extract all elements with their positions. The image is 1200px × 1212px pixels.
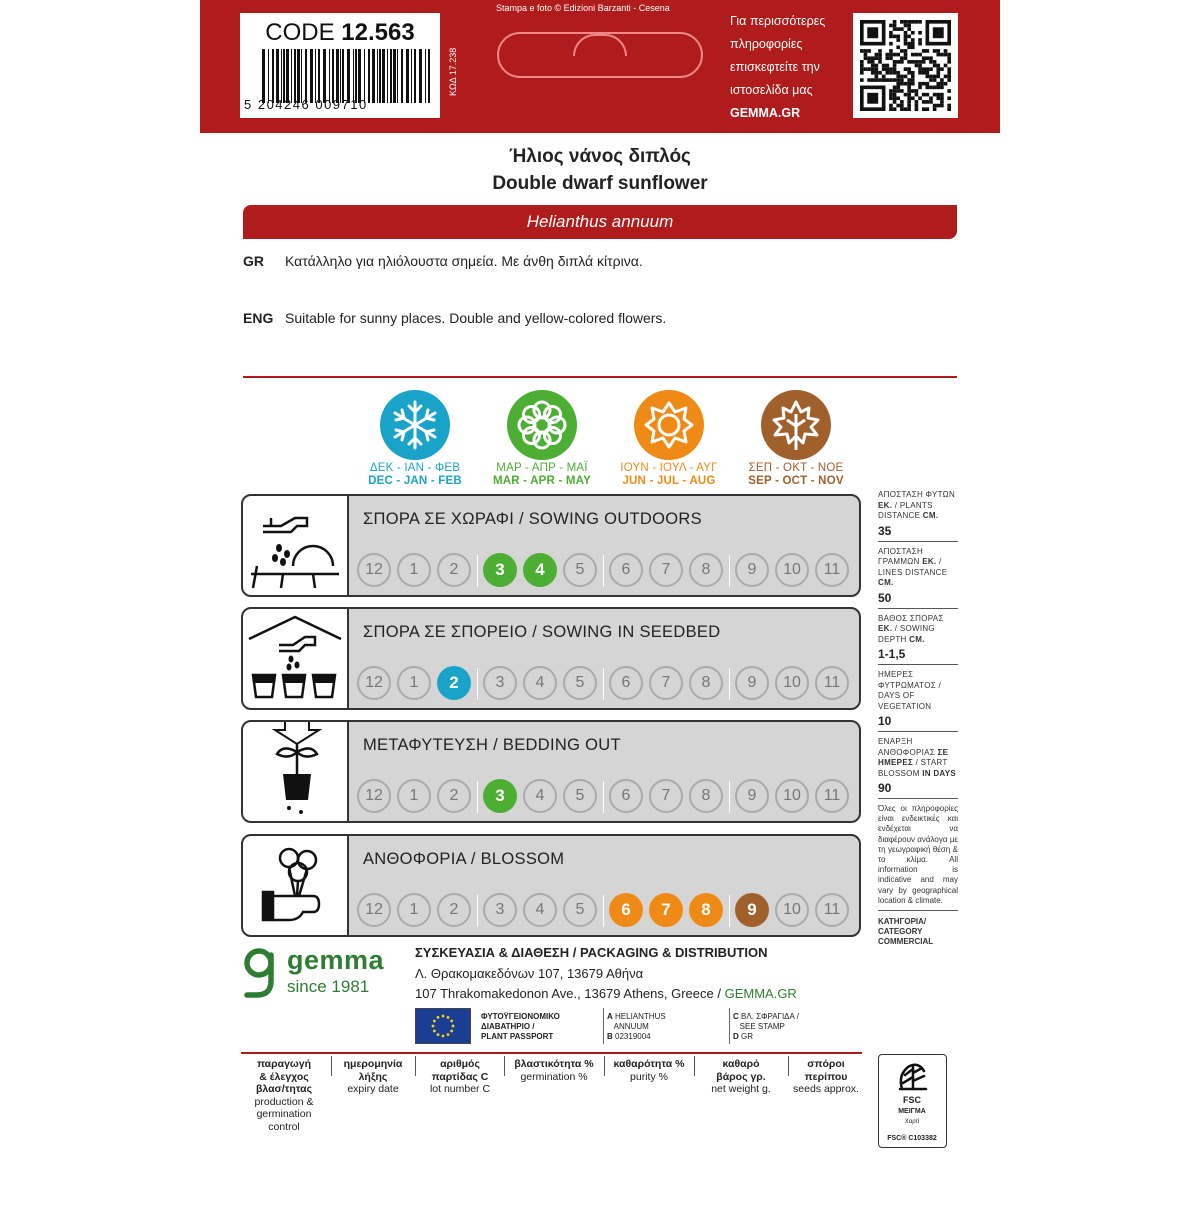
bottom-field: καθαρότητα % purity % <box>613 1058 685 1083</box>
website-link[interactable]: GEMMA.GR <box>730 106 801 120</box>
month-3: 3 <box>483 893 517 927</box>
eu-flag-icon <box>415 1008 471 1044</box>
season-spring: ΜΑΡ - ΑΠΡ - ΜΑΪ MAR - APR - MAY <box>477 390 607 487</box>
month-11: 11 <box>815 893 849 927</box>
month-track <box>357 893 857 929</box>
sowing-seedbed-icon <box>241 607 349 710</box>
gemma-g-icon <box>242 945 282 1001</box>
season-divider <box>477 781 478 813</box>
latin-name: Helianthus annuum <box>243 205 957 239</box>
season-divider <box>729 668 730 700</box>
start-blossom: ΕΝΑΡΞΗ ΑΝΘΟΦΟΡΙΑΣ ΣΕ ΗΜΕΡΕΣ / START BLOSSOM IN DAYS 90 <box>878 737 958 799</box>
bottom-field: σπόροι περίπου seeds approx. <box>793 1058 859 1095</box>
barcode-label <box>240 13 440 118</box>
bottom-field: βλαστικότητα % germination % <box>514 1058 594 1083</box>
more-info-text: Για περισσότερες πληροφορίες επισκεφτείτε την ιστοσελίδα μας GEMMA.GR <box>730 10 850 125</box>
product-title-english: Double dwarf sunflower <box>492 173 708 194</box>
plants-distance: ΑΠΟΣΤΑΣΗ ΦΥΤΩΝ ΕΚ. / PLANTS DISTANCE CM. 35 <box>878 490 958 542</box>
divider <box>243 376 957 378</box>
row-bedding-out <box>241 720 861 823</box>
month-2: 2 <box>437 779 471 813</box>
month-9: 9 <box>735 779 769 813</box>
blossom-icon <box>241 834 349 937</box>
divider <box>604 1056 605 1076</box>
barcode-icon <box>262 49 432 103</box>
row-title: ΣΠΟΡΑ ΣΕ ΧΩΡΑΦΙ / SOWING OUTDOORS <box>363 510 702 528</box>
month-7: 7 <box>649 553 683 587</box>
month-2: 2 <box>437 893 471 927</box>
divider <box>603 1008 604 1044</box>
month-9: 9 <box>735 666 769 700</box>
website-link[interactable]: GEMMA.GR <box>724 986 797 1001</box>
month-4: 4 <box>523 779 557 813</box>
season-divider <box>477 555 478 587</box>
season-divider <box>729 781 730 813</box>
row-sowing-outdoors <box>241 494 861 597</box>
season-divider <box>729 555 730 587</box>
divider <box>415 1056 416 1076</box>
barcode-number: 5 204246 009710 <box>244 97 368 112</box>
month-1: 1 <box>397 553 431 587</box>
month-8: 8 <box>689 779 723 813</box>
kod-number: ΚΩΔ 17.238 <box>448 47 458 96</box>
row-panel <box>347 834 861 937</box>
product-code: CODE 12.563 <box>265 19 415 46</box>
growing-info-column <box>878 490 958 947</box>
row-panel <box>347 607 861 710</box>
month-8: 8 <box>689 666 723 700</box>
season-autumn: ΣΕΠ - ΟΚΤ - ΝΟΕ SEP - OCT - NOV <box>731 390 861 487</box>
snowflake-icon <box>380 390 450 460</box>
season-divider <box>477 895 478 927</box>
season-divider <box>477 668 478 700</box>
season-winter: ΔΕΚ - ΙΑΝ - ΦΕΒ DEC - JAN - FEB <box>350 390 480 487</box>
distribution-title: ΣΥΣΚΕΥΑΣΙΑ & ΔΙΑΘΕΣΗ / PACKAGING & DISTRIBUTION <box>415 945 768 960</box>
month-11: 11 <box>815 779 849 813</box>
season-divider <box>603 781 604 813</box>
season-divider <box>603 895 604 927</box>
divider <box>788 1056 789 1076</box>
product-title-greek: Ήλιος νάνος διπλός <box>509 146 691 167</box>
row-sowing-seedbed <box>241 607 861 710</box>
disclaimer-note: Όλες οι πληροφορίες είναι ενδεικτικές και ενδέχεται να διαφέρουν ανάλογα με τη γεωγραφική θέση & το κλίμα. All information is indicative and may vary by geographical location & climate. <box>878 804 958 911</box>
month-2: 2 <box>437 666 471 700</box>
plant-passport-a-b: A HELIANTHUS ANNUUM B 02319004 <box>607 1012 666 1041</box>
month-track <box>357 666 857 702</box>
season-divider <box>729 895 730 927</box>
month-3: 3 <box>483 779 517 813</box>
month-6: 6 <box>609 779 643 813</box>
description-english: ENG Suitable for sunny places. Double and yellow-colored flowers. <box>243 310 667 326</box>
month-6: 6 <box>609 666 643 700</box>
month-1: 1 <box>397 666 431 700</box>
plant-passport-title: ΦΥΤΟΫΓΕΙΟΝΟΜΙΚΟ ΔΙΑΒΑΤΗΡΙΟ / PLANT PASSPORT <box>481 1012 560 1041</box>
address-english: 107 Thrakomakedonon Ave., 13679 Athens, Greece / GEMMA.GR <box>415 986 797 1001</box>
month-9: 9 <box>735 893 769 927</box>
month-10: 10 <box>775 893 809 927</box>
row-panel <box>347 720 861 823</box>
month-7: 7 <box>649 666 683 700</box>
days-of-vegetation: ΗΜΕΡΕΣ ΦΥΤΡΩΜΑΤΟΣ / DAYS OF VEGETATION 10 <box>878 670 958 732</box>
divider <box>241 1052 862 1054</box>
season-summer: ΙΟΥΝ - ΙΟΥΛ - ΑΥΓ JUN - JUL - AUG <box>604 390 734 487</box>
header-band <box>200 0 1000 133</box>
month-1: 1 <box>397 779 431 813</box>
month-7: 7 <box>649 779 683 813</box>
bottom-field: αριθμός παρτίδας C lot number C <box>429 1058 491 1095</box>
bottom-field: καθαρό βάρος γρ. net weight g. <box>711 1058 771 1095</box>
month-11: 11 <box>815 666 849 700</box>
divider <box>331 1056 332 1076</box>
row-title: ΣΠΟΡΑ ΣΕ ΣΠΟΡΕΙΟ / SOWING IN SEEDBED <box>363 623 721 641</box>
month-2: 2 <box>437 553 471 587</box>
season-divider <box>603 555 604 587</box>
month-3: 3 <box>483 666 517 700</box>
month-10: 10 <box>775 779 809 813</box>
season-divider <box>603 668 604 700</box>
leaf-icon <box>761 390 831 460</box>
lines-distance: ΑΠΟΣΤΑΣΗ ΓΡΑΜΜΩΝ ΕΚ. / LINES DISTANCE CM. 50 <box>878 547 958 609</box>
plant-passport-c-d: C ΒΛ. ΣΦΡΑΓΙΔΑ / SEE STAMP D GR <box>733 1012 799 1041</box>
row-title: ΑΝΘΟΦΟΡΙΑ / BLOSSOM <box>363 850 565 868</box>
print-credit: Stampa e foto © Edizioni Barzanti - Cesena <box>496 3 670 13</box>
sowing-depth: ΒΑΘΟΣ ΣΠΟΡΑΣ ΕΚ. / SOWING DEPTH CM. 1-1,5 <box>878 614 958 666</box>
month-10: 10 <box>775 553 809 587</box>
month-4: 4 <box>523 893 557 927</box>
month-5: 5 <box>563 553 597 587</box>
month-1: 1 <box>397 893 431 927</box>
address-greek: Λ. Θρακομακεδόνων 107, 13679 Αθήνα <box>415 966 644 981</box>
divider <box>729 1008 730 1044</box>
month-9: 9 <box>735 553 769 587</box>
fsc-label: FSC ΜΕΙΓΜΑ Χαρτί FSC® C103382 <box>878 1054 947 1148</box>
month-12: 12 <box>357 779 391 813</box>
gemma-logo: gemma since 1981 <box>242 945 412 1005</box>
row-blossom <box>241 834 861 937</box>
bedding-out-icon <box>241 720 349 823</box>
month-8: 8 <box>689 893 723 927</box>
month-6: 6 <box>609 553 643 587</box>
month-8: 8 <box>689 553 723 587</box>
month-5: 5 <box>563 666 597 700</box>
month-4: 4 <box>523 553 557 587</box>
month-12: 12 <box>357 553 391 587</box>
month-7: 7 <box>649 893 683 927</box>
month-11: 11 <box>815 553 849 587</box>
qr-code[interactable] <box>853 13 958 118</box>
qr-code-icon <box>860 20 951 111</box>
month-5: 5 <box>563 779 597 813</box>
sun-icon <box>634 390 704 460</box>
divider <box>694 1056 695 1076</box>
month-10: 10 <box>775 666 809 700</box>
month-4: 4 <box>523 666 557 700</box>
bottom-field: ημερομηνία λήξης expiry date <box>343 1058 403 1095</box>
row-panel <box>347 494 861 597</box>
month-track <box>357 553 857 589</box>
divider <box>504 1056 505 1076</box>
sowing-outdoors-icon <box>241 494 349 597</box>
fsc-tree-icon <box>880 1055 946 1095</box>
description-greek: GR Κατάλληλο για ηλιόλουστα σημεία. Με άνθη διπλά κίτρινα. <box>243 253 643 269</box>
category: ΚΑΤΗΓΟΡΙΑ/ CATEGORY COMMERCIAL <box>878 917 934 947</box>
month-12: 12 <box>357 893 391 927</box>
month-5: 5 <box>563 893 597 927</box>
flower-icon <box>507 390 577 460</box>
month-12: 12 <box>357 666 391 700</box>
row-title: ΜΕΤΑΦΥΤΕΥΣΗ / BEDDING OUT <box>363 736 621 754</box>
month-6: 6 <box>609 893 643 927</box>
month-track <box>357 779 857 815</box>
month-3: 3 <box>483 553 517 587</box>
bottom-field: παραγωγή & έλεγχος βλασ/τητας production & germination control <box>254 1058 314 1133</box>
